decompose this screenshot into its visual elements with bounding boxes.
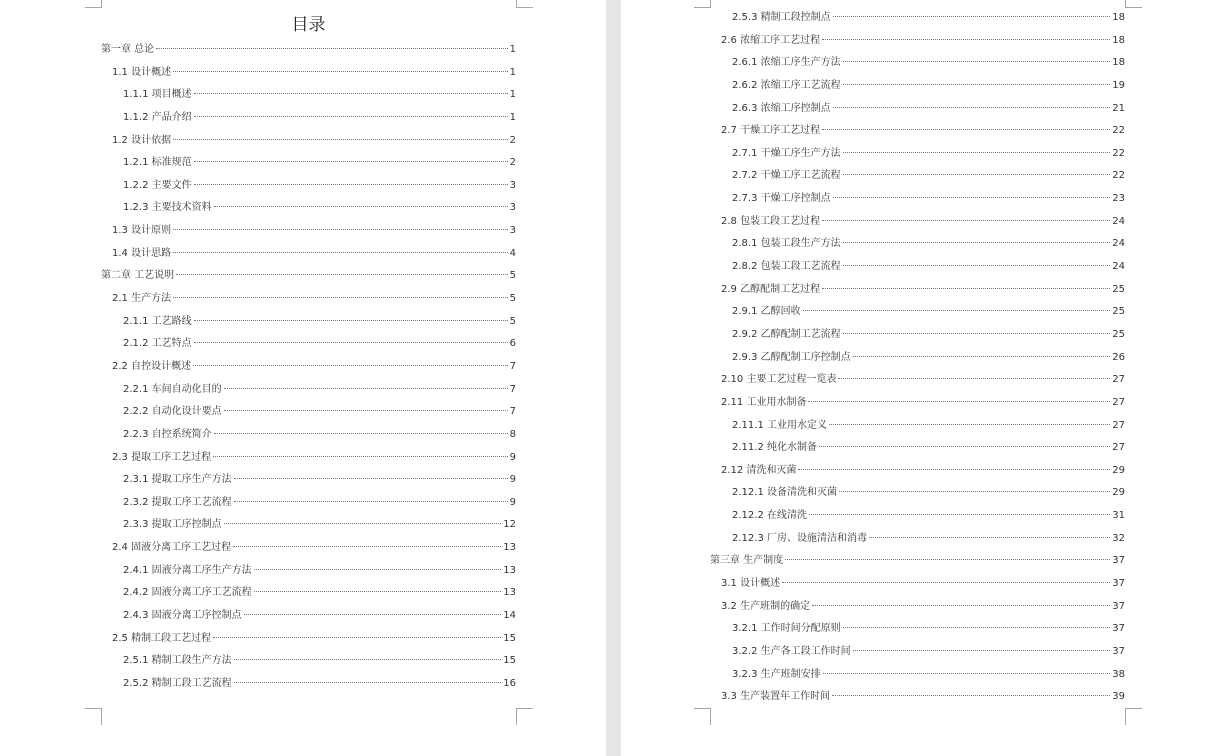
- toc-entry[interactable]: [710, 165, 1125, 188]
- toc-entry[interactable]: [101, 130, 516, 153]
- toc-entry[interactable]: [101, 62, 516, 85]
- toc-entry[interactable]: [710, 233, 1125, 256]
- toc-entry-title: 3.3 生产装置年工作时间: [721, 691, 831, 703]
- toc-entry-page-number: 18: [1112, 12, 1125, 23]
- toc-entry-page-number: 25: [1112, 328, 1125, 340]
- toc-entry-title: 2.12.3 厂房、设施清洁和消毒: [732, 532, 867, 544]
- toc-entry-title: 2.7 干燥工序工艺过程: [721, 125, 821, 137]
- toc-dot-leader: [843, 84, 1111, 85]
- toc-dot-leader: [839, 491, 1110, 492]
- toc-entry-title: 2.2.1 车间自动化目的: [123, 383, 222, 395]
- toc-entry-page-number: 2: [509, 157, 516, 169]
- toc-entry[interactable]: [101, 197, 516, 220]
- toc-entry-title: 2.3.3 提取工序控制点: [123, 519, 222, 531]
- toc-entry-page-number: 1: [509, 66, 516, 78]
- toc-dot-leader: [812, 605, 1110, 606]
- toc-entry-title: 2.11.1 工业用水定义: [732, 419, 827, 431]
- toc-entry[interactable]: [101, 265, 516, 288]
- toc-entry-title: 2.1 生产方法: [112, 293, 172, 305]
- toc-dot-leader: [853, 356, 1111, 357]
- toc-dot-leader: [843, 627, 1111, 628]
- toc-entry-page-number: 18: [1112, 34, 1125, 46]
- toc-dot-leader: [194, 93, 508, 94]
- toc-entry-title: 1.2 设计依据: [112, 134, 172, 146]
- toc-entry[interactable]: [710, 120, 1125, 143]
- toc-entry-page-number: 18: [1112, 57, 1125, 69]
- toc-entry-page-number: 6: [509, 338, 516, 350]
- toc-dot-leader: [798, 469, 1110, 470]
- toc-entry[interactable]: [710, 30, 1125, 53]
- toc-entry-title: 1.1.1 项目概述: [123, 89, 192, 101]
- toc-entry[interactable]: [101, 333, 516, 356]
- toc-entry[interactable]: [101, 39, 516, 62]
- toc-dot-leader: [843, 152, 1111, 153]
- toc-list: [710, 7, 1125, 709]
- toc-entry-page-number: 37: [1112, 555, 1125, 567]
- toc-entry-page-number: 32: [1112, 532, 1125, 544]
- toc-entry[interactable]: [710, 528, 1125, 551]
- toc-dot-leader: [843, 174, 1111, 175]
- toc-entry-page-number: 5: [509, 293, 516, 305]
- toc-dot-leader: [194, 116, 508, 117]
- toc-entry[interactable]: [101, 379, 516, 402]
- toc-entry-page-number: 3: [509, 225, 516, 237]
- toc-entry[interactable]: [101, 401, 516, 424]
- toc-dot-leader: [823, 673, 1111, 674]
- toc-entry[interactable]: [101, 107, 516, 130]
- toc-dot-leader: [819, 446, 1110, 447]
- toc-entry[interactable]: [101, 220, 516, 243]
- toc-entry[interactable]: [710, 7, 1125, 30]
- toc-entry-page-number: 21: [1112, 102, 1125, 114]
- toc-entry-title: 3.2.1 工作时间分配原则: [732, 623, 841, 635]
- toc-entry-title: 2.12.2 在线清洗: [732, 510, 807, 522]
- crop-mark-top-left: [694, 0, 711, 8]
- toc-entry-title: 1.4 设计思路: [112, 247, 172, 259]
- toc-entry-title: 2.3.2 提取工序工艺流程: [123, 496, 232, 508]
- toc-entry-page-number: 9: [509, 496, 516, 508]
- toc-entry-title: 2.5.3 精制工段控制点: [732, 12, 831, 23]
- toc-title: 目录: [291, 15, 326, 35]
- toc-entry-page-number: 27: [1112, 419, 1125, 431]
- crop-mark-bottom-right: [1125, 708, 1142, 725]
- toc-entry-page-number: 4: [509, 247, 516, 259]
- toc-dot-leader: [822, 288, 1110, 289]
- toc-entry[interactable]: [710, 415, 1125, 438]
- document-page-right: [621, 0, 1205, 756]
- toc-dot-leader: [838, 378, 1110, 379]
- crop-mark-top-right: [516, 0, 533, 8]
- toc-entry-page-number: 5: [509, 315, 516, 327]
- toc-dot-leader: [173, 297, 508, 298]
- toc-entry-title: 2.6.2 浓缩工序工艺流程: [732, 79, 841, 91]
- toc-dot-leader: [832, 695, 1110, 696]
- toc-entry[interactable]: [710, 279, 1125, 302]
- toc-entry-page-number: 25: [1112, 283, 1125, 295]
- toc-entry-page-number: 22: [1112, 147, 1125, 159]
- toc-dot-leader: [822, 220, 1110, 221]
- toc-entry[interactable]: [101, 424, 516, 447]
- toc-entry-page-number: 27: [1112, 374, 1125, 386]
- toc-entry-page-number: 24: [1112, 238, 1125, 250]
- toc-entry[interactable]: [710, 98, 1125, 121]
- toc-dot-leader: [173, 252, 508, 253]
- toc-entry[interactable]: [101, 673, 516, 696]
- toc-entry-title: 3.1 设计概述: [721, 578, 781, 590]
- toc-entry-page-number: 9: [509, 474, 516, 486]
- toc-dot-leader: [234, 478, 508, 479]
- toc-dot-leader: [194, 161, 508, 162]
- toc-entry[interactable]: [710, 596, 1125, 619]
- toc-entry-page-number: 12: [503, 519, 516, 531]
- toc-dot-leader: [843, 242, 1111, 243]
- toc-dot-leader: [173, 139, 508, 140]
- toc-entry[interactable]: [710, 211, 1125, 234]
- toc-entry-page-number: 37: [1112, 600, 1125, 612]
- toc-entry-title: 2.4.1 固液分离工序生产方法: [123, 564, 252, 576]
- toc-entry-page-number: 7: [509, 383, 516, 395]
- toc-entry[interactable]: [710, 641, 1125, 664]
- toc-entry[interactable]: [710, 550, 1125, 573]
- crop-mark-bottom-left: [85, 708, 102, 725]
- toc-entry[interactable]: [101, 175, 516, 198]
- toc-entry[interactable]: [710, 482, 1125, 505]
- toc-entry-title: 2.10 主要工艺过程一览表: [721, 374, 837, 386]
- toc-dot-leader: [833, 197, 1111, 198]
- toc-dot-leader: [224, 523, 502, 524]
- toc-entry-title: 1.2.1 标准规范: [123, 157, 192, 169]
- toc-dot-leader: [853, 650, 1111, 651]
- toc-entry[interactable]: [101, 447, 516, 470]
- toc-entry-title: 2.7.1 干燥工序生产方法: [732, 147, 841, 159]
- toc-entry-page-number: 22: [1112, 125, 1125, 137]
- toc-entry-page-number: 27: [1112, 442, 1125, 454]
- toc-dot-leader: [843, 333, 1111, 334]
- toc-entry-title: 2.6.1 浓缩工序生产方法: [732, 57, 841, 69]
- toc-dot-leader: [234, 501, 508, 502]
- toc-entry[interactable]: [710, 460, 1125, 483]
- toc-entry-title: 2.11.2 纯化水制备: [732, 442, 817, 454]
- toc-entry[interactable]: [101, 84, 516, 107]
- toc-entry-page-number: 15: [503, 655, 516, 667]
- toc-dot-leader: [224, 388, 508, 389]
- toc-entry-title: 2.5.2 精制工段工艺流程: [123, 677, 232, 689]
- toc-entry-title: 1.1.2 产品介绍: [123, 111, 192, 123]
- crop-mark-top-right: [1125, 0, 1142, 8]
- toc-entry-page-number: 39: [1112, 691, 1125, 703]
- toc-entry-page-number: 7: [509, 406, 516, 418]
- toc-entry-title: 2.6 浓缩工序工艺过程: [721, 34, 821, 46]
- toc-entry-page-number: 5: [509, 270, 516, 282]
- toc-entry-page-number: 16: [503, 677, 516, 689]
- toc-entry-page-number: 26: [1112, 351, 1125, 363]
- toc-entry-title: 1.3 设计原则: [112, 225, 172, 237]
- crop-mark-top-left: [85, 0, 102, 8]
- toc-entry[interactable]: [710, 75, 1125, 98]
- toc-entry[interactable]: [101, 288, 516, 311]
- toc-dot-leader: [224, 410, 508, 411]
- toc-entry[interactable]: [101, 582, 516, 605]
- toc-entry-page-number: 24: [1112, 215, 1125, 227]
- toc-entry[interactable]: [101, 560, 516, 583]
- toc-entry[interactable]: [710, 188, 1125, 211]
- toc-dot-leader: [785, 559, 1110, 560]
- toc-entry-title: 2.8.2 包装工段工艺流程: [732, 261, 841, 273]
- toc-dot-leader: [214, 433, 508, 434]
- toc-entry-title: 2.9.3 乙醇配制工序控制点: [732, 351, 851, 363]
- toc-entry-title: 3.2.3 生产班制安排: [732, 668, 821, 680]
- toc-entry-title: 2.2.3 自控系统简介: [123, 428, 212, 440]
- toc-entry-title: 2.7.2 干燥工序工艺流程: [732, 170, 841, 182]
- toc-entry-title: 1.2.2 主要文件: [123, 179, 192, 191]
- crop-mark-bottom-right: [516, 708, 533, 725]
- toc-entry-page-number: 7: [509, 360, 516, 372]
- toc-dot-leader: [213, 637, 501, 638]
- toc-entry-title: 第一章 总论: [101, 44, 155, 55]
- toc-entry-title: 2.2.2 自动化设计要点: [123, 406, 222, 418]
- toc-dot-leader: [808, 401, 1110, 402]
- toc-entry-title: 2.4 固液分离工序工艺过程: [112, 542, 232, 554]
- toc-entry-title: 2.3.1 提取工序生产方法: [123, 474, 232, 486]
- toc-entry-title: 2.2 自控设计概述: [112, 360, 192, 372]
- toc-entry[interactable]: [710, 618, 1125, 641]
- toc-entry[interactable]: [710, 143, 1125, 166]
- toc-entry-title: 2.12 清洗和灭菌: [721, 464, 797, 476]
- toc-entry-title: 2.4.2 固液分离工序工艺流程: [123, 587, 252, 599]
- toc-entry-page-number: 37: [1112, 645, 1125, 657]
- toc-entry-page-number: 13: [503, 542, 516, 554]
- toc-entry-title: 3.2 生产班制的确定: [721, 600, 811, 612]
- toc-entry-page-number: 24: [1112, 261, 1125, 273]
- toc-dot-leader: [803, 310, 1111, 311]
- toc-dot-leader: [254, 569, 502, 570]
- toc-entry-title: 2.1.1 工艺路线: [123, 315, 192, 327]
- toc-entry[interactable]: [101, 311, 516, 334]
- toc-entry[interactable]: [710, 256, 1125, 279]
- toc-entry-title: 2.3 提取工序工艺过程: [112, 451, 212, 463]
- toc-entry-title: 2.1.2 工艺特点: [123, 338, 192, 350]
- toc-dot-leader: [194, 342, 508, 343]
- toc-entry-title: 2.11 工业用水制备: [721, 396, 807, 408]
- toc-entry-page-number: 8: [509, 428, 516, 440]
- toc-entry-title: 2.9.2 乙醇配制工艺流程: [732, 328, 841, 340]
- toc-entry-title: 2.5.1 精制工段生产方法: [123, 655, 232, 667]
- toc-dot-leader: [176, 274, 507, 275]
- toc-entry[interactable]: [710, 664, 1125, 687]
- toc-entry-title: 第二章 工艺说明: [101, 270, 175, 282]
- toc-entry-title: 2.5 精制工段工艺过程: [112, 632, 212, 644]
- toc-dot-leader: [829, 424, 1110, 425]
- toc-entry[interactable]: [101, 469, 516, 492]
- toc-dot-leader: [213, 456, 508, 457]
- toc-dot-leader: [173, 71, 508, 72]
- toc-entry-title: 2.4.3 固液分离工序控制点: [123, 610, 242, 622]
- toc-entry-page-number: 3: [509, 202, 516, 214]
- toc-dot-leader: [194, 320, 508, 321]
- toc-entry[interactable]: [710, 347, 1125, 370]
- toc-dot-leader: [214, 206, 508, 207]
- toc-dot-leader: [193, 365, 508, 366]
- toc-entry-page-number: 13: [503, 564, 516, 576]
- toc-dot-leader: [233, 546, 501, 547]
- toc-entry-page-number: 29: [1112, 464, 1125, 476]
- toc-entry-title: 3.2.2 生产各工段工作时间: [732, 645, 851, 657]
- toc-entry[interactable]: [710, 392, 1125, 415]
- toc-dot-leader: [809, 514, 1110, 515]
- toc-entry-page-number: 23: [1112, 193, 1125, 205]
- toc-entry[interactable]: [101, 152, 516, 175]
- toc-entry[interactable]: [710, 505, 1125, 528]
- toc-entry[interactable]: [710, 369, 1125, 392]
- toc-dot-leader: [833, 16, 1111, 17]
- toc-entry-page-number: 1: [509, 44, 516, 55]
- toc-dot-leader: [234, 682, 502, 683]
- toc-entry-title: 1.1 设计概述: [112, 66, 172, 78]
- toc-list: [101, 39, 516, 696]
- toc-entry-page-number: 1: [509, 111, 516, 123]
- toc-dot-leader: [244, 614, 502, 615]
- toc-entry-page-number: 19: [1112, 79, 1125, 91]
- toc-entry[interactable]: [710, 52, 1125, 75]
- toc-entry-page-number: 1: [509, 89, 516, 101]
- crop-mark-bottom-left: [694, 708, 711, 725]
- toc-entry[interactable]: [101, 537, 516, 560]
- toc-entry-page-number: 2: [509, 134, 516, 146]
- toc-dot-leader: [822, 39, 1110, 40]
- toc-entry-title: 第三章 生产制度: [710, 555, 784, 567]
- toc-dot-leader: [156, 48, 507, 49]
- toc-entry-title: 2.9 乙醇配制工艺过程: [721, 283, 821, 295]
- toc-entry-page-number: 29: [1112, 487, 1125, 499]
- toc-dot-leader: [843, 61, 1111, 62]
- toc-entry-page-number: 37: [1112, 578, 1125, 590]
- toc-dot-leader: [843, 265, 1111, 266]
- toc-entry-title: 1.2.3 主要技术资料: [123, 202, 212, 214]
- toc-entry-page-number: 27: [1112, 396, 1125, 408]
- toc-entry[interactable]: [710, 573, 1125, 596]
- toc-dot-leader: [822, 129, 1110, 130]
- toc-dot-leader: [173, 229, 508, 230]
- toc-entry-title: 2.8.1 包装工段生产方法: [732, 238, 841, 250]
- toc-entry-page-number: 22: [1112, 170, 1125, 182]
- toc-entry[interactable]: [710, 686, 1125, 709]
- toc-entry-page-number: 15: [503, 632, 516, 644]
- toc-entry-page-number: 3: [509, 179, 516, 191]
- toc-entry-page-number: 14: [503, 610, 516, 622]
- toc-dot-leader: [782, 582, 1110, 583]
- toc-entry-title: 2.6.3 浓缩工序控制点: [732, 102, 831, 114]
- toc-entry-page-number: 9: [509, 451, 516, 463]
- toc-entry[interactable]: [101, 514, 516, 537]
- toc-entry[interactable]: [101, 650, 516, 673]
- toc-dot-leader: [833, 107, 1111, 108]
- toc-dot-leader: [254, 591, 502, 592]
- toc-dot-leader: [194, 184, 508, 185]
- toc-dot-leader: [234, 659, 502, 660]
- toc-entry[interactable]: [101, 356, 516, 379]
- toc-entry[interactable]: [101, 243, 516, 266]
- toc-entry-page-number: 38: [1112, 668, 1125, 680]
- toc-entry[interactable]: [101, 492, 516, 515]
- toc-entry-page-number: 13: [503, 587, 516, 599]
- toc-entry-page-number: 31: [1112, 510, 1125, 522]
- toc-entry-title: 2.12.1 设备清洗和灭菌: [732, 487, 837, 499]
- toc-entry[interactable]: [710, 437, 1125, 460]
- toc-entry[interactable]: [101, 628, 516, 651]
- toc-entry-page-number: 25: [1112, 306, 1125, 318]
- toc-entry-title: 2.7.3 干燥工序控制点: [732, 193, 831, 205]
- toc-dot-leader: [869, 537, 1110, 538]
- toc-entry-title: 2.8 包装工段工艺过程: [721, 215, 821, 227]
- toc-entry[interactable]: [710, 301, 1125, 324]
- toc-entry[interactable]: [101, 605, 516, 628]
- toc-entry-page-number: 37: [1112, 623, 1125, 635]
- toc-entry-title: 2.9.1 乙醇回收: [732, 306, 801, 318]
- toc-entry[interactable]: [710, 324, 1125, 347]
